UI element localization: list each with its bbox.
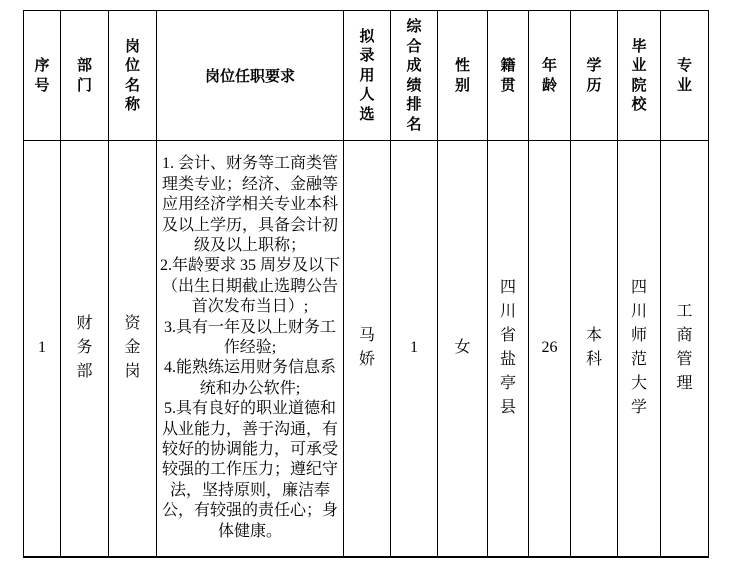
col-header-education [571,11,618,141]
university-value: 四川师范大学 [630,279,647,417]
age-value: 26 [541,339,558,357]
cell-department [61,141,109,557]
requirement-item: 5.具有良好的职业道德和从业能力，善于沟通，有较好的协调能力，可承受较强的工作压力；遵纪守法，坚持原则，廉洁奉公，有较强的责任心；身体健康。 [161,400,338,540]
col-header-native-place [488,11,529,141]
col-header-education-label: 学历 [586,57,602,94]
col-header-gender-label: 性别 [454,57,470,94]
cell-requirements [157,141,344,557]
cell-candidate [344,141,391,557]
education-value: 本科 [585,327,602,369]
col-header-requirements-label: 岗位任职要求 [204,68,295,85]
col-header-major-label: 专业 [676,57,692,94]
cell-education [571,141,618,557]
requirement-item: 2.年龄要求 35 周岁及以下（出生日期截止选聘公告首次发布当日）; [159,257,340,316]
col-header-native-place-label: 籍贯 [500,57,516,94]
cell-age [529,141,571,557]
col-header-candidate-label: 拟录用人选 [359,27,375,123]
col-header-rank [391,11,438,141]
col-header-candidate [344,11,391,141]
col-header-requirements [157,11,344,141]
col-header-major [661,11,709,141]
native-place-value: 四川省盐亭县 [499,279,516,417]
department-value: 财务部 [76,315,93,381]
requirement-item: 3.具有一年及以上财务工作经验; [163,318,336,357]
cell-university [618,141,661,557]
rank-value: 1 [410,339,418,357]
serial-value: 1 [38,339,46,357]
col-header-serial-label: 序号 [34,57,50,94]
col-header-department-label: 部门 [76,57,92,94]
col-header-university-label: 毕业院校 [631,37,647,113]
cell-position-name [109,141,157,557]
cell-gender [438,141,488,557]
col-header-age-label: 年龄 [541,57,557,94]
requirement-item: 1. 会计、财务等工商类管理类专业；经济、金融等应用经济学相关专业本科及以上学历，具备会计初级及以上职称； [161,155,338,255]
col-header-age [529,11,571,141]
requirement-item: 4.能熟练运用财务信息系统和办公软件; [163,359,336,397]
cell-serial [24,141,61,557]
cell-native-place [488,141,529,557]
candidate-value: 马娇 [358,327,375,369]
cell-rank [391,141,438,557]
header-row [24,11,709,141]
gender-value: 女 [454,339,471,357]
col-header-department [61,11,109,141]
major-value: 工商管理 [676,303,693,393]
position-name-value: 资金岗 [124,315,141,381]
recruitment-table [23,10,709,558]
col-header-serial [24,11,61,141]
cell-major [661,141,709,557]
col-header-position-name-label: 岗位名称 [124,37,140,113]
col-header-rank-label: 综合成绩排名 [406,18,422,133]
col-header-university [618,11,661,141]
col-header-gender [438,11,488,141]
table-row [24,141,709,557]
col-header-position-name [109,11,157,141]
